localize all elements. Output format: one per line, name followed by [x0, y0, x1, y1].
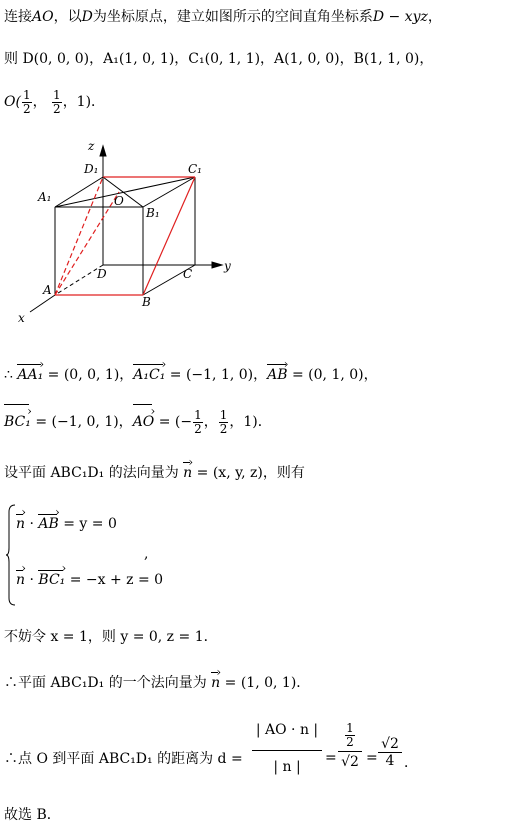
c-label: C — [183, 267, 193, 281]
fraction: $\frac{1}{2}$ — [53, 87, 61, 116]
numerator: | AO · n | — [252, 722, 322, 751]
vector: AA₁ › — [17, 366, 43, 384]
a1-label: A₁ — [38, 190, 52, 204]
distance-fraction — [252, 722, 322, 775]
text: · — [25, 572, 39, 588]
b-label: B — [142, 295, 151, 309]
vector: AB › — [38, 516, 58, 532]
vectors-line-1 — [4, 366, 378, 384]
text: ∴点 O 到平面 ABC₁D₁ 的距离为 d = — [4, 751, 243, 767]
d-label: D — [97, 267, 107, 281]
z-label: z — [88, 139, 95, 153]
intro-line — [4, 8, 442, 26]
brace — [6, 504, 16, 606]
equation-2 — [16, 572, 163, 588]
text: AO — [32, 9, 54, 25]
c1-label: C₁ — [188, 162, 202, 176]
vector: AO › — [133, 406, 155, 438]
system-comma: , — [144, 546, 149, 562]
equation-1 — [16, 516, 117, 532]
text: ，以 — [53, 9, 82, 25]
denominator: √2 — [338, 751, 362, 770]
distance-line — [4, 750, 243, 768]
text: 设平面 ABC₁D₁ 的法向量为 — [4, 465, 184, 481]
denominator: | n | — [273, 759, 301, 775]
fraction: $\frac{1}{2}$ — [219, 407, 228, 436]
text: = (−1, 0, 1)， — [30, 414, 133, 430]
text: O( — [4, 94, 21, 110]
period: ． — [404, 755, 418, 771]
vector: BC₁ › — [4, 406, 31, 438]
text: = y = 0 — [58, 516, 117, 532]
y-label: y — [224, 259, 231, 273]
text: = −x + z = 0 — [65, 572, 164, 588]
vector: n › — [16, 516, 25, 532]
denominator: 4 — [385, 753, 395, 769]
text: ∴平面 ABC₁D₁ 的一个法向量为 — [4, 675, 212, 691]
text: ∴ — [4, 367, 18, 383]
text: ，1)． — [229, 414, 272, 430]
answer-line — [4, 806, 61, 824]
fraction: $\frac{1}{2}$ — [346, 721, 354, 749]
fraction: $\frac{1}{2}$ — [194, 407, 202, 436]
text: 故选 B． — [4, 807, 61, 823]
text: · — [25, 516, 39, 532]
vector: n › — [16, 572, 25, 588]
equals: = — [325, 750, 337, 766]
text: 为坐标原点，建立如图所示的空间直角坐标系 — [92, 9, 373, 25]
vector: A₁C₁ › — [133, 366, 165, 384]
equals: = — [366, 750, 378, 766]
x-axis — [30, 295, 55, 312]
text: 不妨令 x = 1，则 y = 0, z = 1． — [4, 629, 218, 645]
fraction-root2-over-4 — [378, 736, 402, 769]
text: 则 D(0, 0, 0)，A₁(1, 0, 1)，C₁(0, 1, 1)，A(1, 0, 0)，B(1, 1, 0)， — [4, 51, 434, 67]
vector: BC₁ › — [38, 572, 65, 588]
o-label: O — [114, 194, 124, 208]
vectors-line-2 — [4, 406, 272, 438]
text: D — [81, 9, 93, 25]
numerator: √2 — [378, 736, 402, 753]
text: 连接 — [4, 9, 32, 25]
cube-figure — [10, 138, 250, 328]
x-label: x — [18, 311, 25, 325]
text: ，1)． — [62, 94, 106, 110]
text: ， — [32, 94, 52, 110]
text: = (0, 0, 1)， — [43, 367, 134, 383]
vector: n › — [211, 674, 220, 692]
let-x-line — [4, 628, 218, 646]
text: = (1, 0, 1)． — [220, 675, 311, 691]
normal-vector-result — [4, 674, 310, 692]
normal-vector-setup — [4, 464, 305, 482]
vector: n › — [183, 464, 192, 482]
text: = (0, 1, 0)， — [287, 367, 378, 383]
point-o-line — [4, 86, 105, 118]
text: ， — [203, 414, 218, 430]
fraction-half-over-root2 — [338, 722, 362, 770]
a-label: A — [43, 283, 52, 297]
text: = (x, y, z)，则有 — [192, 465, 305, 481]
text: = (−1, 1, 0)， — [165, 367, 268, 383]
vector: AB › — [267, 366, 287, 384]
d1-label: D₁ — [84, 162, 99, 176]
b1-label: B₁ — [146, 206, 160, 220]
coordinates-line — [4, 50, 433, 68]
text: ， — [427, 9, 442, 25]
text: D − xyz — [372, 9, 428, 25]
text: = (− — [154, 414, 193, 430]
fraction: $\frac{1}{2}$ — [22, 87, 31, 116]
